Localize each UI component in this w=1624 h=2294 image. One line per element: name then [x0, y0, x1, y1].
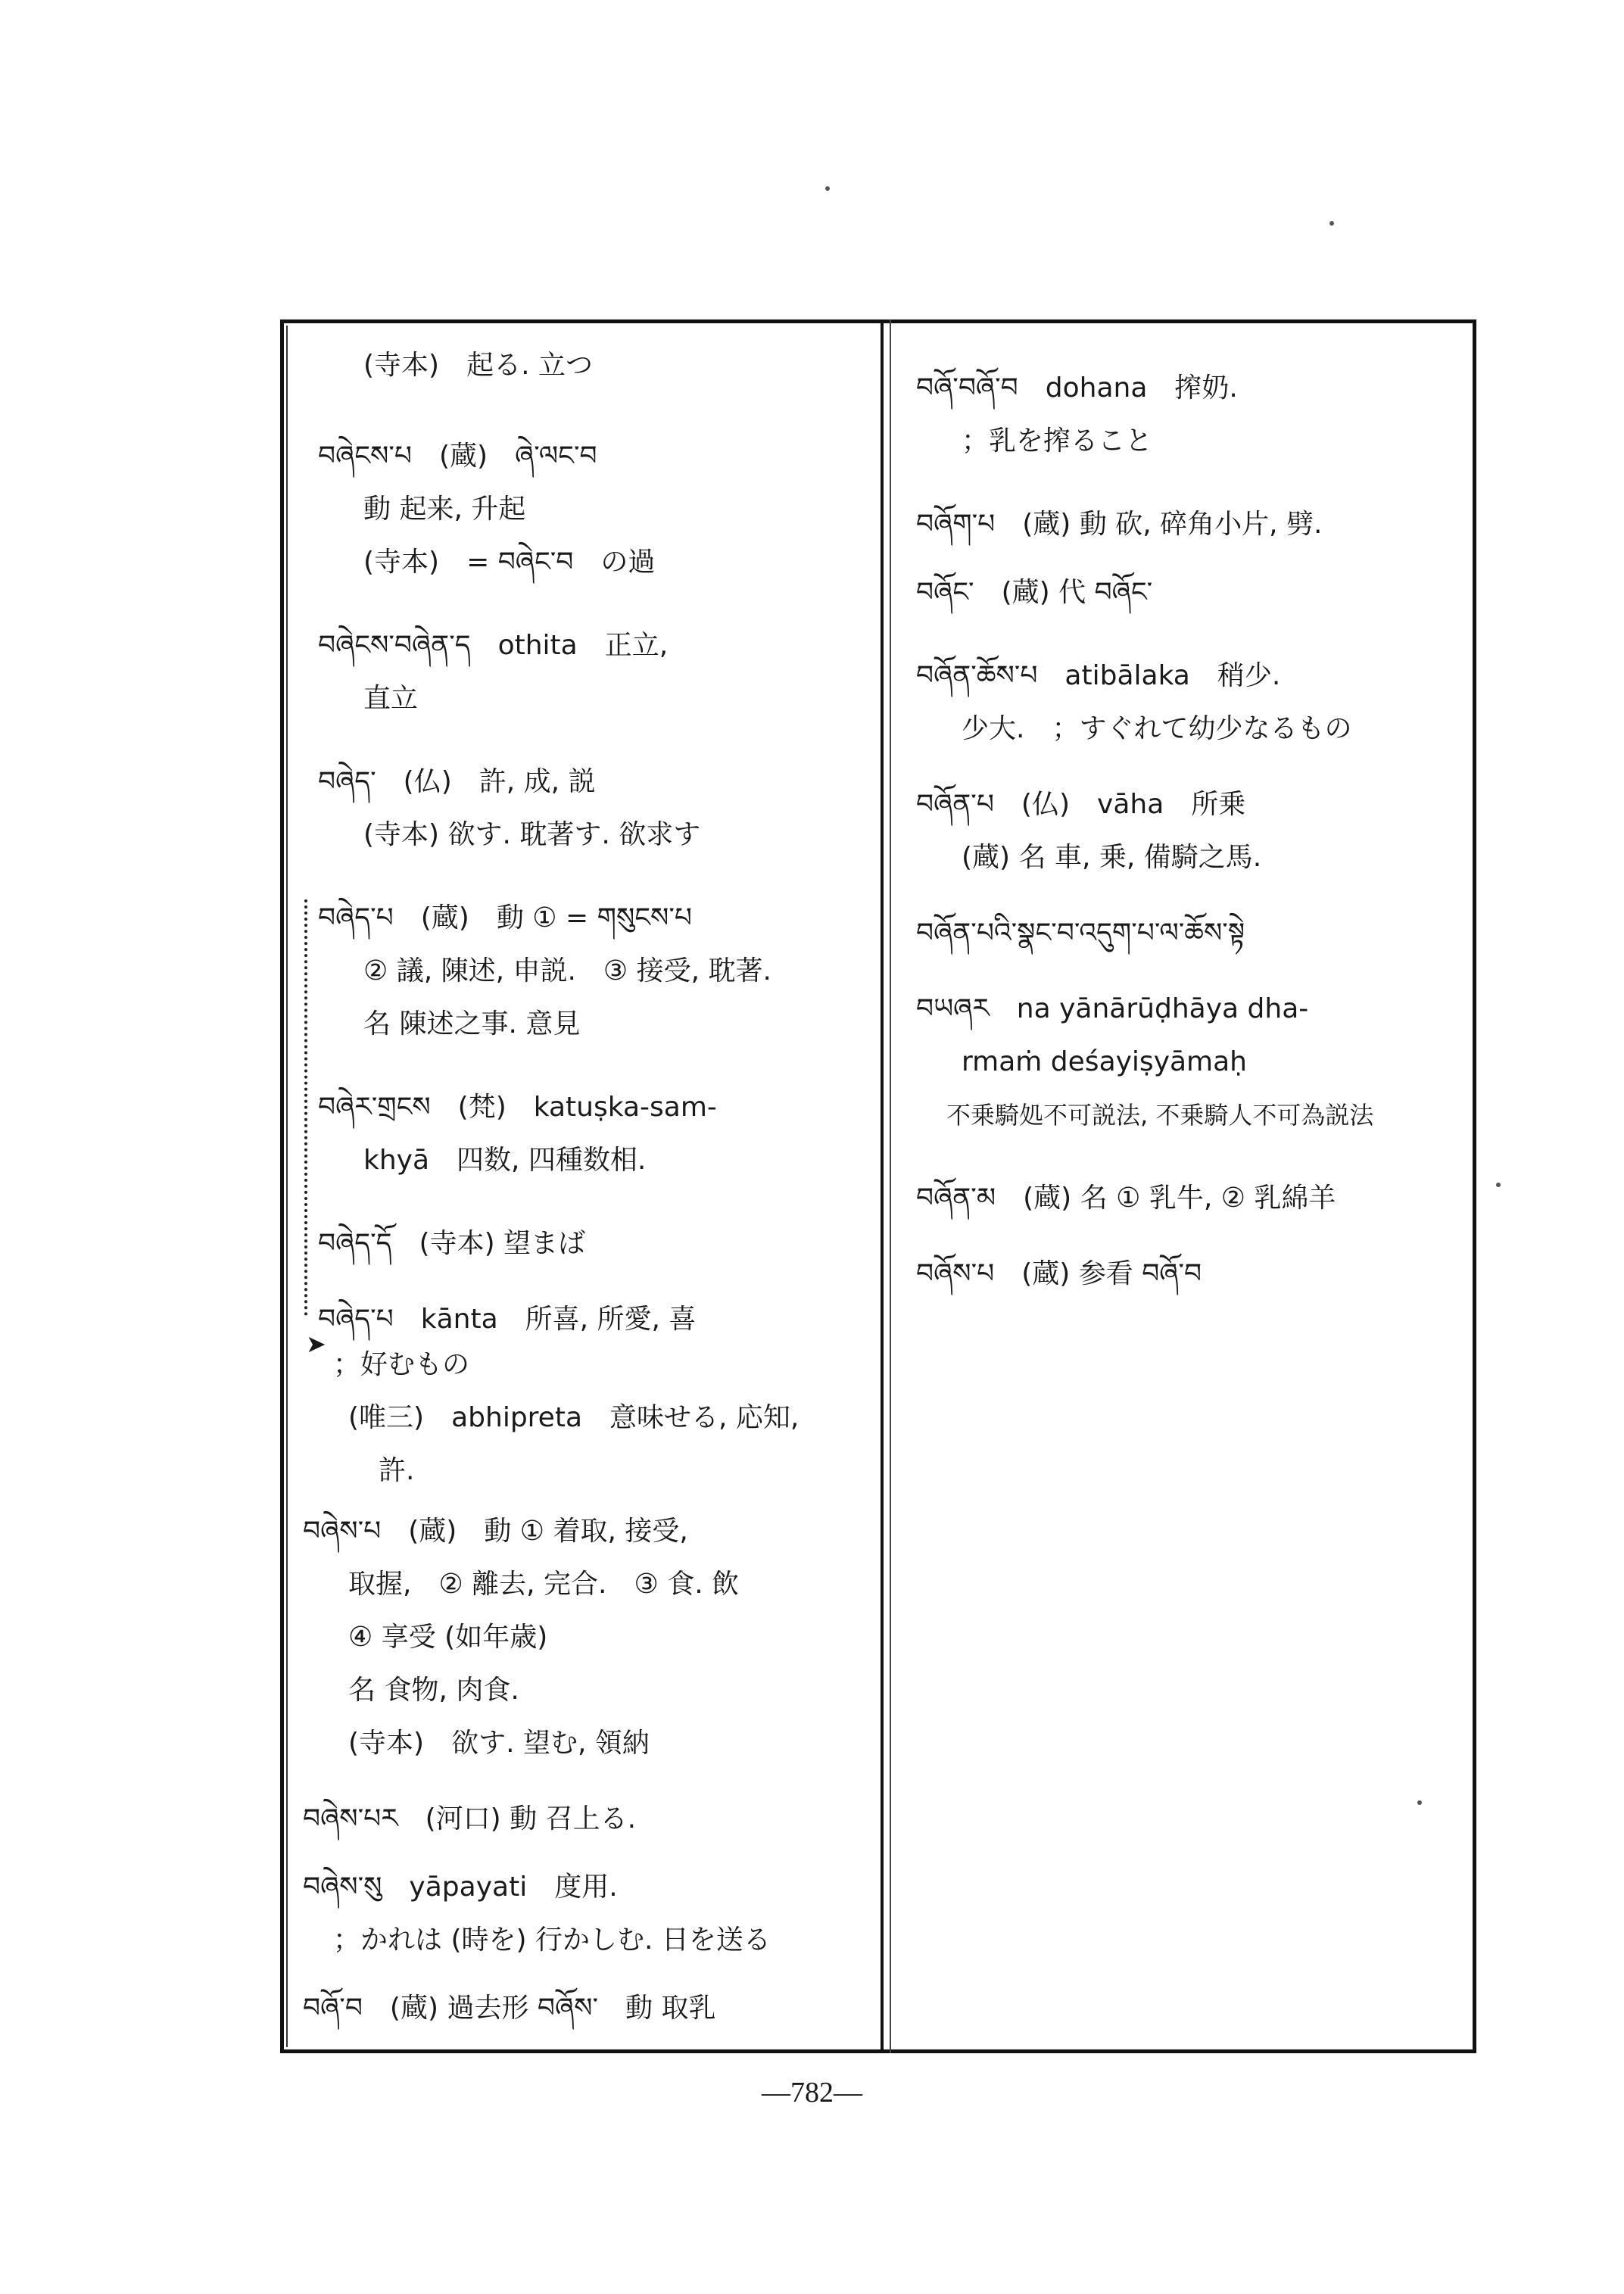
entry-line: 不乗騎処不可説法, 不乗騎人不可為説法: [946, 1101, 1374, 1130]
scan-speck: [825, 186, 830, 191]
entry-headword: བཞོ་བ (蔵) 過去形 བཞོས་ 動 取乳: [303, 1993, 716, 2024]
entry-line: ；好むもの: [333, 1349, 470, 1380]
entry-line: 動 起来, 升起: [363, 494, 526, 525]
scan-speck: [1496, 1183, 1501, 1187]
entry-line: ；乳を搾ること: [962, 425, 1153, 457]
entry-headword: བཞེས་པར (河口) 動 召上る.: [303, 1803, 637, 1834]
entry-headword: བཞེད་ (仏) 許, 成, 説: [318, 766, 596, 797]
frame-inner-rule: [286, 326, 294, 2047]
entry-line: (寺本) 欲す. 耽著す. 欲求す: [363, 819, 701, 850]
entry-line: 取握, ② 離去, 完合. ③ 食. 飲: [348, 1569, 740, 1600]
entry-headword: བཞོན་པའི་སྣང་བ་འདུག་པ་ལ་ཆོས་སྟེ: [916, 918, 1245, 949]
entry-line: ④ 享受 (如年歳): [348, 1622, 548, 1653]
page-number: —782—: [762, 2077, 862, 2109]
arrow-mark: ➤: [306, 1329, 326, 1358]
dotted-bracket-mark: [304, 899, 318, 1316]
column-divider-inner: [890, 319, 891, 2053]
entry-headword: བཡཞར na yānārūḍhāya dha-: [916, 993, 1309, 1024]
entry-line: (寺本) 欲す. 望む, 領納: [348, 1728, 650, 1759]
entry-line: 少大. ；すぐれて幼少なるもの: [962, 713, 1352, 744]
scan-speck: [1329, 221, 1334, 226]
entry-headword: བཞེད་དོ (寺本) 望まば: [318, 1228, 586, 1259]
scan-speck: [1417, 1800, 1422, 1805]
entry-headword: བཞོན་པ (仏) vāha 所乗: [916, 789, 1246, 820]
entry-line: (寺本) 起る. 立つ: [363, 350, 593, 381]
entry-headword: བཞེས་པ (蔵) 動 ① 着取, 接受,: [303, 1516, 688, 1547]
entry-line: 名 陳述之事. 意見: [363, 1008, 581, 1039]
entry-headword: བཞོས་པ (蔵) 参看 བཞོ་བ: [916, 1258, 1202, 1289]
entry-headword: བཞོང་ (蔵) 代 བཞོང་: [916, 577, 1153, 608]
entry-headword: བཞེར་གྲངས (梵) katuṣka-sam-: [318, 1092, 717, 1123]
entry-line: 直立: [363, 683, 419, 714]
entry-line: khyā 四数, 四種数相.: [363, 1145, 647, 1176]
entry-headword: བཞེད་པ kānta 所喜, 所愛, 喜: [318, 1304, 697, 1335]
entry-headword: བཞོན་ཆོས་པ atibālaka 稍少.: [916, 660, 1281, 691]
entry-headword: བཞོན་མ (蔵) 名 ① 乳牛, ② 乳綿羊: [916, 1183, 1336, 1214]
entry-headword: བཞོ་བཞོ་བ dohana 搾奶.: [916, 372, 1238, 404]
entry-line: ② 議, 陳述, 申説. ③ 接受, 耽著.: [363, 955, 771, 986]
entry-line: (寺本) = བཞེང་བ の過: [363, 547, 656, 578]
entry-line: rmaṁ deśayiṣyāmaḥ: [962, 1046, 1247, 1077]
entry-headword: བཞོག་པ (蔵) 動 砍, 碎角小片, 劈.: [916, 509, 1323, 540]
entry-headword: བཞེངས་བཞེན་ད othita 正立,: [318, 630, 669, 661]
entry-line: (蔵) 名 車, 乗, 備騎之馬.: [962, 842, 1262, 873]
entry-headword: བཞེད་པ (蔵) 動 ① = གསུངས་པ: [318, 902, 692, 933]
entry-line: 許.: [379, 1455, 415, 1486]
entry-line: (唯三) abhipreta 意味せる, 応知,: [348, 1402, 800, 1433]
entry-line: ；かれは (時を) 行かしむ. 日を送る: [333, 1925, 771, 1956]
entry-headword: བཞེངས་པ (蔵) ཞེ་ལང་བ: [318, 441, 597, 472]
entry-headword: བཞེས་སུ yāpayati 度用.: [303, 1872, 618, 1903]
column-divider: [881, 319, 884, 2053]
entry-line: 名 食物, 肉食.: [348, 1675, 519, 1706]
